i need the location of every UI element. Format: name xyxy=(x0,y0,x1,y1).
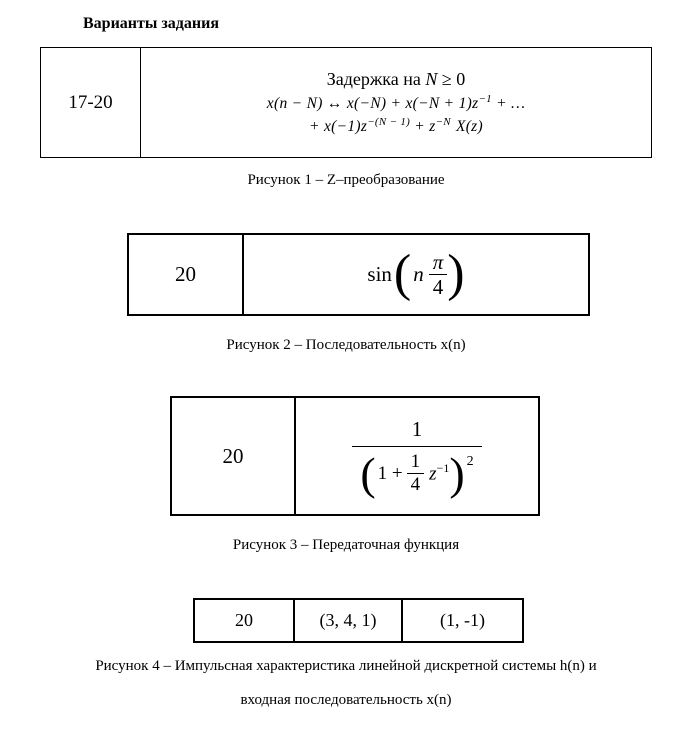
fraction-denominator: 4 xyxy=(432,275,444,299)
figure4-caption-line2: входная последовательность x(n) xyxy=(240,692,452,708)
argument-variable: n xyxy=(413,262,424,286)
open-paren: ( xyxy=(393,245,412,303)
formula-fragment: + z xyxy=(410,118,436,136)
formula-fragment: + x(−1)z xyxy=(309,118,368,136)
formula-exponent: −1 xyxy=(478,92,492,105)
fraction-denominator: 4 xyxy=(410,474,421,495)
transfer-function-fraction xyxy=(352,417,481,499)
open-paren: ( xyxy=(360,447,376,499)
formula-fragment: x(n − N) ↔ x(−N) + x(−N + 1)z xyxy=(266,95,479,112)
title-prefix: Задержка на xyxy=(326,68,426,89)
sequence-formula-cell xyxy=(244,235,588,314)
fraction-numerator: π xyxy=(429,251,448,275)
sequence-table xyxy=(127,233,590,316)
main-denominator xyxy=(352,446,481,499)
figure4-caption-line1: Рисунок 4 – Импульсная характеристика линейной дискретной системы h(n) и xyxy=(95,658,597,674)
figure2-caption: Рисунок 2 – Последовательность x(n) xyxy=(226,337,466,353)
formula-exponent: −N xyxy=(435,116,451,128)
document-heading: Варианты задания xyxy=(83,15,219,32)
variant-cell: 20 xyxy=(172,398,296,514)
pi-over-4-fraction xyxy=(429,251,448,298)
transfer-function-table xyxy=(170,396,540,516)
title-suffix: ≥ 0 xyxy=(437,68,466,89)
denominator-prefix: 1 + xyxy=(377,462,403,484)
z-exponent: −1 xyxy=(436,461,450,476)
formula-exponent: −(N − 1) xyxy=(367,116,411,128)
z-term xyxy=(429,461,449,485)
formula-fragment: + … xyxy=(491,95,526,112)
figure1-caption: Рисунок 1 – Z–преобразование xyxy=(247,172,445,188)
variant-cell: 20 xyxy=(129,235,244,314)
transfer-function-cell xyxy=(296,398,538,514)
sin-formula xyxy=(367,245,465,303)
h-values-cell: (3, 4, 1) xyxy=(295,600,403,641)
close-paren: ) xyxy=(447,245,465,303)
impulse-response-table xyxy=(193,598,524,643)
close-paren: ) xyxy=(449,447,465,499)
z-variable: z xyxy=(429,463,437,485)
title-variable: N xyxy=(425,68,438,89)
formula-fragment: X(z) xyxy=(455,118,483,136)
outer-power: 2 xyxy=(466,454,474,470)
x-values-cell: (1, -1) xyxy=(440,610,485,630)
one-quarter-fraction xyxy=(407,452,425,495)
formula-line-1 xyxy=(267,93,525,113)
transform-title xyxy=(327,69,466,90)
z-transform-content-cell xyxy=(141,48,651,157)
variant-cell: 20 xyxy=(195,600,295,641)
formula-line-2 xyxy=(309,116,483,136)
main-numerator: 1 xyxy=(411,417,423,442)
figure3-caption: Рисунок 3 – Передаточная функция xyxy=(232,537,460,553)
sin-function-name: sin xyxy=(367,262,392,286)
z-transform-table xyxy=(40,47,652,158)
fraction-numerator: 1 xyxy=(407,452,425,474)
variant-range-cell: 17-20 xyxy=(41,48,141,157)
